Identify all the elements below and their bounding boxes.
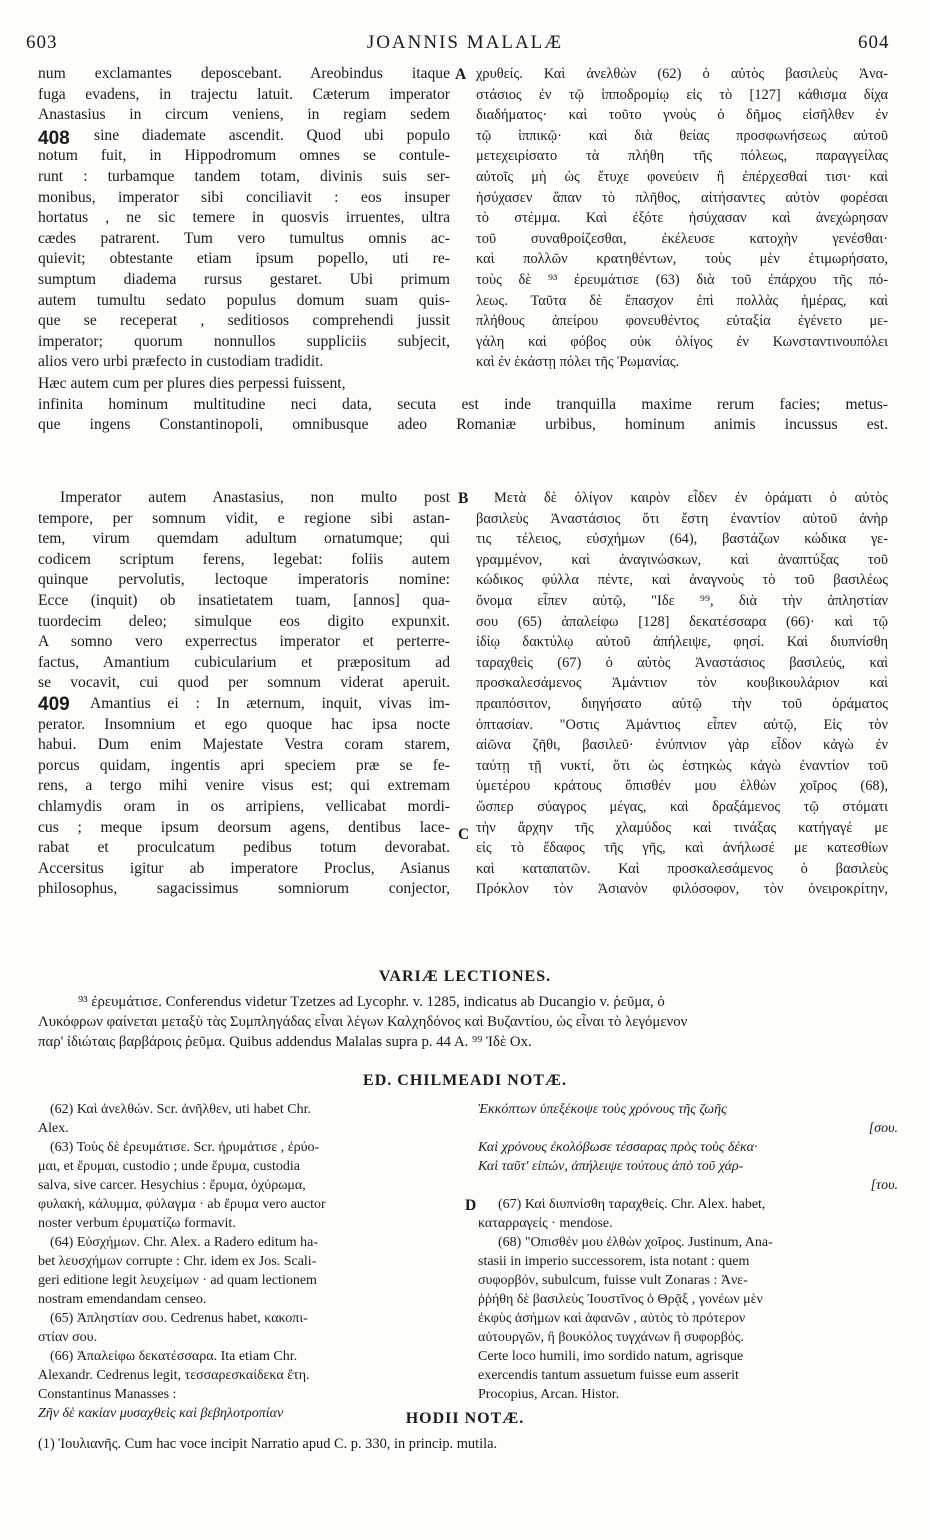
note-line: Alexandr. Cedrenus legit, τεσσαρεσκαίδεκα ἔτη. — [38, 1368, 310, 1383]
latin-line: fuga evadens, in trajectu latuit. Cæterum imperator — [38, 85, 450, 103]
latin-line: hortatus , ne sic temere in quosvis irruentes, ultra — [38, 209, 450, 227]
hodii-note: (1) Ἰουλιανῆς. Cum hac voce incipit Narratio apud C. p. 330, in princip. mutila. — [38, 1436, 498, 1452]
latin-line: num exclamantes deposcebant. Areobindus itaque — [38, 65, 450, 82]
latin-line: que se receperat , seditiosos comprehendi jussit — [38, 312, 450, 330]
latin-line: cus ; meque ipsum deorsum agens, dentibus lace- — [38, 818, 450, 836]
margin-marker-a: A — [455, 66, 467, 83]
greek-line: τοὺς δὲ ⁹³ ἐρευμάτισε (63) διὰ τοῦ ἐπάρχου τῆς πό- — [476, 271, 888, 288]
hodii-notes-title: HODII NOTÆ. — [405, 1410, 525, 1427]
greek-line: Μετὰ δὲ ὀλίγον καιρὸν εἶδεν ἐν ὁράματι ὁ αὐτὸς — [494, 490, 888, 506]
greek-line: ἰδίῳ δακτύλῳ αὐτοῦ ἀπήλειψε, φησί. Καὶ διυπνίσθη — [476, 634, 888, 651]
full-line: Hæc autem cum per plures dies perpessi fuissent, — [38, 375, 346, 392]
latin-line: factus, Amantium cubicularium et præpositum ad — [38, 653, 450, 671]
greek-line: ὥσπερ σύαγρος μέγας, καὶ δραξάμενος τῷ στόματι — [476, 798, 888, 815]
note-line: (63) Τοὺς δὲ ἐρευμάτισε. Scr. ἠρυμάτισε , ἐρύο- — [50, 1140, 320, 1155]
variae-line: Λυκόφρων φαίνεται μεταξὺ τὰς Συμπληγάδας εἶναι λέγων Καλχηδόνος καὶ Βυζαντίου, ὡς εἶναι τὸ λεγόμενον — [38, 1014, 688, 1030]
note-line: exercendis tantum assuetum fuisse eum asserit — [478, 1368, 739, 1383]
greek-line: ταραχθεὶς (67) ὁ αὐτὸς Ἀναστάσιος βασιλεύς, καὶ — [476, 654, 888, 671]
latin-line: A somno vero experrectus imperator et perterre- — [38, 633, 450, 651]
latin-line: alios vero urbi præfecto in custodiam tradidit. — [38, 353, 324, 371]
note-line: στίαν σου. — [38, 1330, 98, 1345]
greek-line: καὶ ἐν ἑκάστῃ πόλει τῆς Ῥωμανίας. — [476, 354, 680, 371]
note-line: (65) Ἀπληστίαν σου. Cedrenus habet, κακοπι- — [50, 1311, 308, 1326]
greek-line: ταύτῃ τῇ νυκτί, ὅτι ὡς ἑστηκὼς κἀγὼ ἐναντίον τοῦ — [476, 757, 888, 774]
latin-line: notum fuit, in Hippodromum omnes se contule- — [38, 147, 450, 165]
latin-line: cædes patrarent. Tum vero tumultus omnis ac- — [38, 229, 450, 247]
greek-line: καὶ πολλῶν κρατηθέντων, τοὺς μὲν ἐτιμωρήσατο, — [476, 251, 888, 268]
greek-line: τὴν ἄρχην τῆς χλαμύδος καὶ τινάξας κατήγαγέ με — [476, 819, 888, 836]
note-line: (67) Καὶ διυπνίσθη ταραχθείς. Chr. Alex. habet, — [498, 1197, 766, 1212]
latin-line: runt : turbamque tandem totam, divinis suis ser- — [38, 167, 450, 185]
latin-line: tuordecim deleo; simulque eos digito expunxit. — [38, 612, 450, 630]
latin-line: imperator; quorum nonnullos suppliciis subjecit, — [38, 332, 450, 350]
latin-line: Accersitus igitur ab imperatore Proclus, Asianus — [38, 859, 450, 877]
note-line: noster verbum ἐρυματίζω formavit. — [38, 1216, 236, 1231]
variae-lectiones-text — [38, 992, 898, 1052]
margin-marker-b: B — [458, 490, 469, 507]
full-line: que ingens Constantinopoli, omnibusque adeo Romaniæ urbibus, hominum animis incussus est. — [38, 416, 888, 434]
note-line: Καὶ ταῦτ' εἰπών, ἀπήλειψε τούτους ἀπὸ τοῦ χάρ- — [478, 1159, 744, 1174]
latin-line: se vocavit, cui quod per somnum viderat aperuit. — [38, 674, 450, 692]
latin-line: tem, virum quemdam adultum ornatumque; qui — [38, 530, 450, 548]
greek-line: αὐτοῖς μὴ ὡς ἔτυχε φονεύειν ἢ ἐπέρχεσθαί τισι· καὶ — [476, 168, 888, 185]
greek-line: Πρόκλον τὸν Ἀσιανὸν φιλόσοφον, τὸν ὀνειροκρίτην, — [476, 881, 888, 898]
latin-column-1 — [38, 64, 450, 373]
note-line: καταρραγείς · mendose. — [478, 1216, 613, 1231]
page-number-left: 603 — [26, 32, 58, 53]
note-line: Alex. — [38, 1121, 69, 1136]
latin-line: Imperator autem Anastasius, non multo post — [60, 489, 450, 506]
greek-line: χρυθείς. Καὶ ἀνελθὼν (62) ὁ αὐτὸς βασιλεὺς Ἀνα- — [476, 66, 888, 82]
latin-line: porcus quidam, ingentis apri speciem præ se fe- — [38, 756, 450, 774]
note-line: φυλακή, κάλυμμα, φύλαγμα · ab ἔρυμα vero auctor — [38, 1197, 326, 1212]
greek-column-1 — [476, 64, 888, 373]
chilmead-notes-right — [478, 1100, 898, 1404]
variae-line: ⁹³ ἐρευμάτισε. Conferendus videtur Tzetzes ad Lycophr. v. 1285, indicatus ab Ducangio v. ῥεῦμα, ὁ — [78, 994, 665, 1010]
latin-line: tempore, per somnum vidit, e regione sibi astan- — [38, 509, 450, 527]
latin-line: autem tumultu sedato populus domum suam quis- — [38, 291, 450, 309]
greek-line: τὸ στέμμα. Καὶ ἐξότε ἡσύχασαν καὶ ἀνεχώρησαν — [476, 210, 888, 227]
note-line: stasii in imperio successorem, ista notant : quem — [478, 1254, 750, 1269]
latin-line: quievit; obtestante etiam ipsum popello, uti re- — [38, 250, 450, 268]
note-line: nostram emendandam censeo. — [38, 1292, 207, 1307]
page-reference-408: 408 — [38, 128, 70, 149]
greek-line: τις τέλειος, εὐσχήμων (64), βαστάζων κώδικα γε- — [476, 531, 888, 548]
page-number-right: 604 — [858, 32, 890, 53]
greek-line: ὑμετέρου κράτους ὄπισθέν μου ἐλθὼν χοῖρος (68), — [476, 778, 888, 795]
latin-line: habui. Dum enim Majestate Vestra coram starem, — [38, 736, 450, 754]
variae-line: παρ' ἰδιώταις βαρβάροις ῥεῦμα. Quibus addendus Malalas supra p. 44 A. ⁹⁹ Ἰδὲ Ox. — [38, 1034, 532, 1050]
latin-line: sumptum diadema rursus gestaret. Ubi primum — [38, 270, 450, 288]
margin-marker-d: D — [465, 1197, 477, 1214]
note-line: Constantinus Manasses : — [38, 1387, 177, 1402]
greek-line: λεως. Ταῦτα δὲ ἔπασχον ἐπὶ πολλὰς ἡμέρας, καὶ — [476, 292, 888, 309]
variae-lectiones-title: VARIÆ LECTIONES. — [378, 968, 552, 985]
greek-line: διαδήματος· καὶ τοῦτο γνοὺς ὁ δῆμος εἰσῆλθεν ἐν — [476, 107, 888, 124]
greek-column-2 — [476, 488, 888, 900]
note-line: (64) Εὐσχήμων. Chr. Alex. a Radero editum ha- — [50, 1235, 319, 1250]
margin-marker-c: C — [458, 826, 470, 843]
note-line: Καὶ χρόνους ἐκολόβωσε τέσσαρας πρὸς τοὺς δέκα· — [478, 1140, 758, 1155]
note-line: μαι, et ἔρυμαι, custodio ; unde ἔρυμα, custodia — [38, 1159, 300, 1174]
greek-line: πλήθους ἀπείρου φονευθέντος εὐταξία ἐγένετο με- — [476, 313, 888, 330]
greek-line: αἰῶνα ζῆθι, βασιλεῦ· ἐνύπνιον γὰρ εἶδον κἀγὼ ἐν — [476, 737, 888, 754]
full-line: infinita hominum multitudine neci data, secuta est inde tranquilla maxime rerum facies; metus- — [38, 395, 888, 413]
greek-line: κώδικος φύλλα πέντε, καὶ ἀναγνοὺς τὸ τοῦ βασιλέως — [476, 572, 888, 589]
note-line: [του. — [870, 1178, 898, 1193]
greek-line: προσκαλεσάμενος Ἀμάντιον τὸν κουβικουλάριον καὶ — [476, 675, 888, 692]
latin-line: Anastasius in circum veniens, in regiam sedem — [38, 106, 450, 124]
latin-line: perator. Insomnium et ego quoque hac ipsa nocte — [38, 715, 450, 733]
running-title: JOANNIS MALALÆ — [366, 32, 564, 53]
greek-line: στάσιος ἐν τῷ ἱπποδρομίῳ εἰς τὸ [127] κάθισμα δίχα — [476, 86, 888, 103]
greek-line: εἰς τὸ ἔδαφος τῆς γῆς, καὶ ἀνήλωσέ με κατεσθίων — [476, 840, 888, 857]
chilmead-notes-title: ED. CHILMEADI NOTÆ. — [363, 1072, 567, 1089]
latin-line: quinque pervolutis, lectoque imperatoris nomine: — [38, 571, 450, 589]
latin-line: codicem scriptum ferens, legebat: foliis autem — [38, 550, 450, 568]
note-line: bet λευσχήμων corrupte : Chr. idem ex Jos. Scali- — [38, 1254, 317, 1269]
note-line: (68) "Οπισθέν μου ἐλθὼν χοῖρος. Justinum, Ana- — [498, 1235, 773, 1250]
latin-line: rabat et proculcatum pedibus totum devorabat. — [38, 839, 450, 857]
note-line: αὐτουργῶν, ἢ βουκόλος τυγχάνων ἢ συφορβός. — [478, 1330, 744, 1345]
note-line: geri editione legit λευχείμων · ad quam lectionem — [38, 1273, 317, 1288]
greek-line: ὀπτασίαν. "Οστις Ἀμάντιος εἶπεν αὐτῷ, Εἰς τὸν — [476, 716, 888, 733]
note-line: Ἐκκόπτων ὑπεξέκοψε τοὺς χρόνους τῆς ζωῆς — [478, 1102, 727, 1117]
latin-line: chlamydis oram in os arripiens, vellicabat mordi- — [38, 797, 450, 815]
latin-line: sine diademate ascendit. Quod ubi populo — [94, 126, 450, 144]
note-line: (66) Ἀπαλείφω δεκατέσσαρα. Ita etiam Chr. — [50, 1349, 298, 1364]
latin-line: Amantius ei : In æternum, inquit, vivas im- — [90, 694, 450, 712]
greek-line: τῷ ἱππικῷ· καὶ διὰ θείας προσφωνήσεως αὐτοῦ — [476, 127, 888, 144]
note-line: Procopius, Arcan. Histor. — [478, 1387, 620, 1402]
greek-line: γραμμένον, καὶ ἀναγινώσκων, καὶ ἀναπτύξας τοῦ — [476, 551, 888, 568]
latin-line: philosophus, sagacissimus somniorum conjector, — [38, 880, 450, 898]
greek-line: μετεχειρίσατο τὰ πλήθη τῆς πόλεως, παραγγείλας — [476, 148, 888, 165]
page-reference-409: 409 — [38, 694, 70, 715]
latin-line: Ecce (inquit) ob insatietatem tuam, [annos] qua- — [38, 591, 450, 609]
note-line: (62) Καὶ ἀνελθών. Scr. ἀνῆλθεν, uti habet Chr. — [50, 1102, 312, 1117]
latin-line: monibus, imperator sibi conciliavit : eos insuper — [38, 188, 450, 206]
greek-line: βασιλεὺς Ἀναστάσιος ὅτι ἔστη ἐναντίον αὐτοῦ ἀνὴρ — [476, 510, 888, 527]
greek-line: ἡσύχασεν ἅπαν τὸ πλῆθος, αἰτήσαντες αὐτὸν φορέσαι — [476, 189, 888, 206]
full-width-passage — [38, 374, 888, 436]
note-line: Ζῆν δὲ κακίαν μυσαχθεὶς καὶ βεβηλοτροπίαν — [38, 1406, 284, 1421]
latin-line: rens, a tergo mihi venire visus est; qui extremam — [38, 777, 450, 795]
note-line: ῤῥήθη δὲ βασιλεὺς Ἰουστῖνος ὁ Θρᾷξ , γονέων μὲν — [478, 1292, 763, 1307]
greek-line: καὶ καταπατῶν. Καὶ προσκαλεσάμενος ὁ βασιλεὺς — [476, 860, 888, 877]
greek-line: τοῦ συναθροίζεσθαι, ἐκέλευσε κατοχὴν γενέσθαι· — [476, 230, 888, 247]
greek-line: πραιπόσιτον, διηγήσατο αὐτῷ τὴν τοῦ ὁράματος — [476, 695, 888, 712]
note-line: Certe loco humili, imo sordido natum, agrisque — [478, 1349, 744, 1364]
note-line: salva, sive carcer. Hesychius : ἔρυμα, ὀχύρωμα, — [38, 1178, 306, 1193]
note-line: [σου. — [868, 1121, 898, 1136]
greek-line: σου (65) ἀπαλείφω [128] δεκατέσσαρα (66)· καὶ τῷ — [476, 613, 888, 630]
greek-line: ὄνομα εἶπεν αὐτῷ, "Ιδε ⁹⁹, διὰ τὴν ἀπληστίαν — [476, 592, 888, 609]
latin-column-2 — [38, 488, 450, 900]
note-line: συφορβόν, subulcum, fuisse vult Zonaras : Ἀνε- — [478, 1273, 748, 1288]
chilmead-notes-left — [38, 1100, 456, 1423]
greek-line: γάλη καὶ φόβος οὐκ ὀλίγος ἐν Κωνσταντινουπόλει — [476, 333, 888, 350]
note-line: ἐκφὺς ἀσήμων καὶ ἀφανῶν , αὐτὸς τὸ πρότερον — [478, 1311, 746, 1326]
